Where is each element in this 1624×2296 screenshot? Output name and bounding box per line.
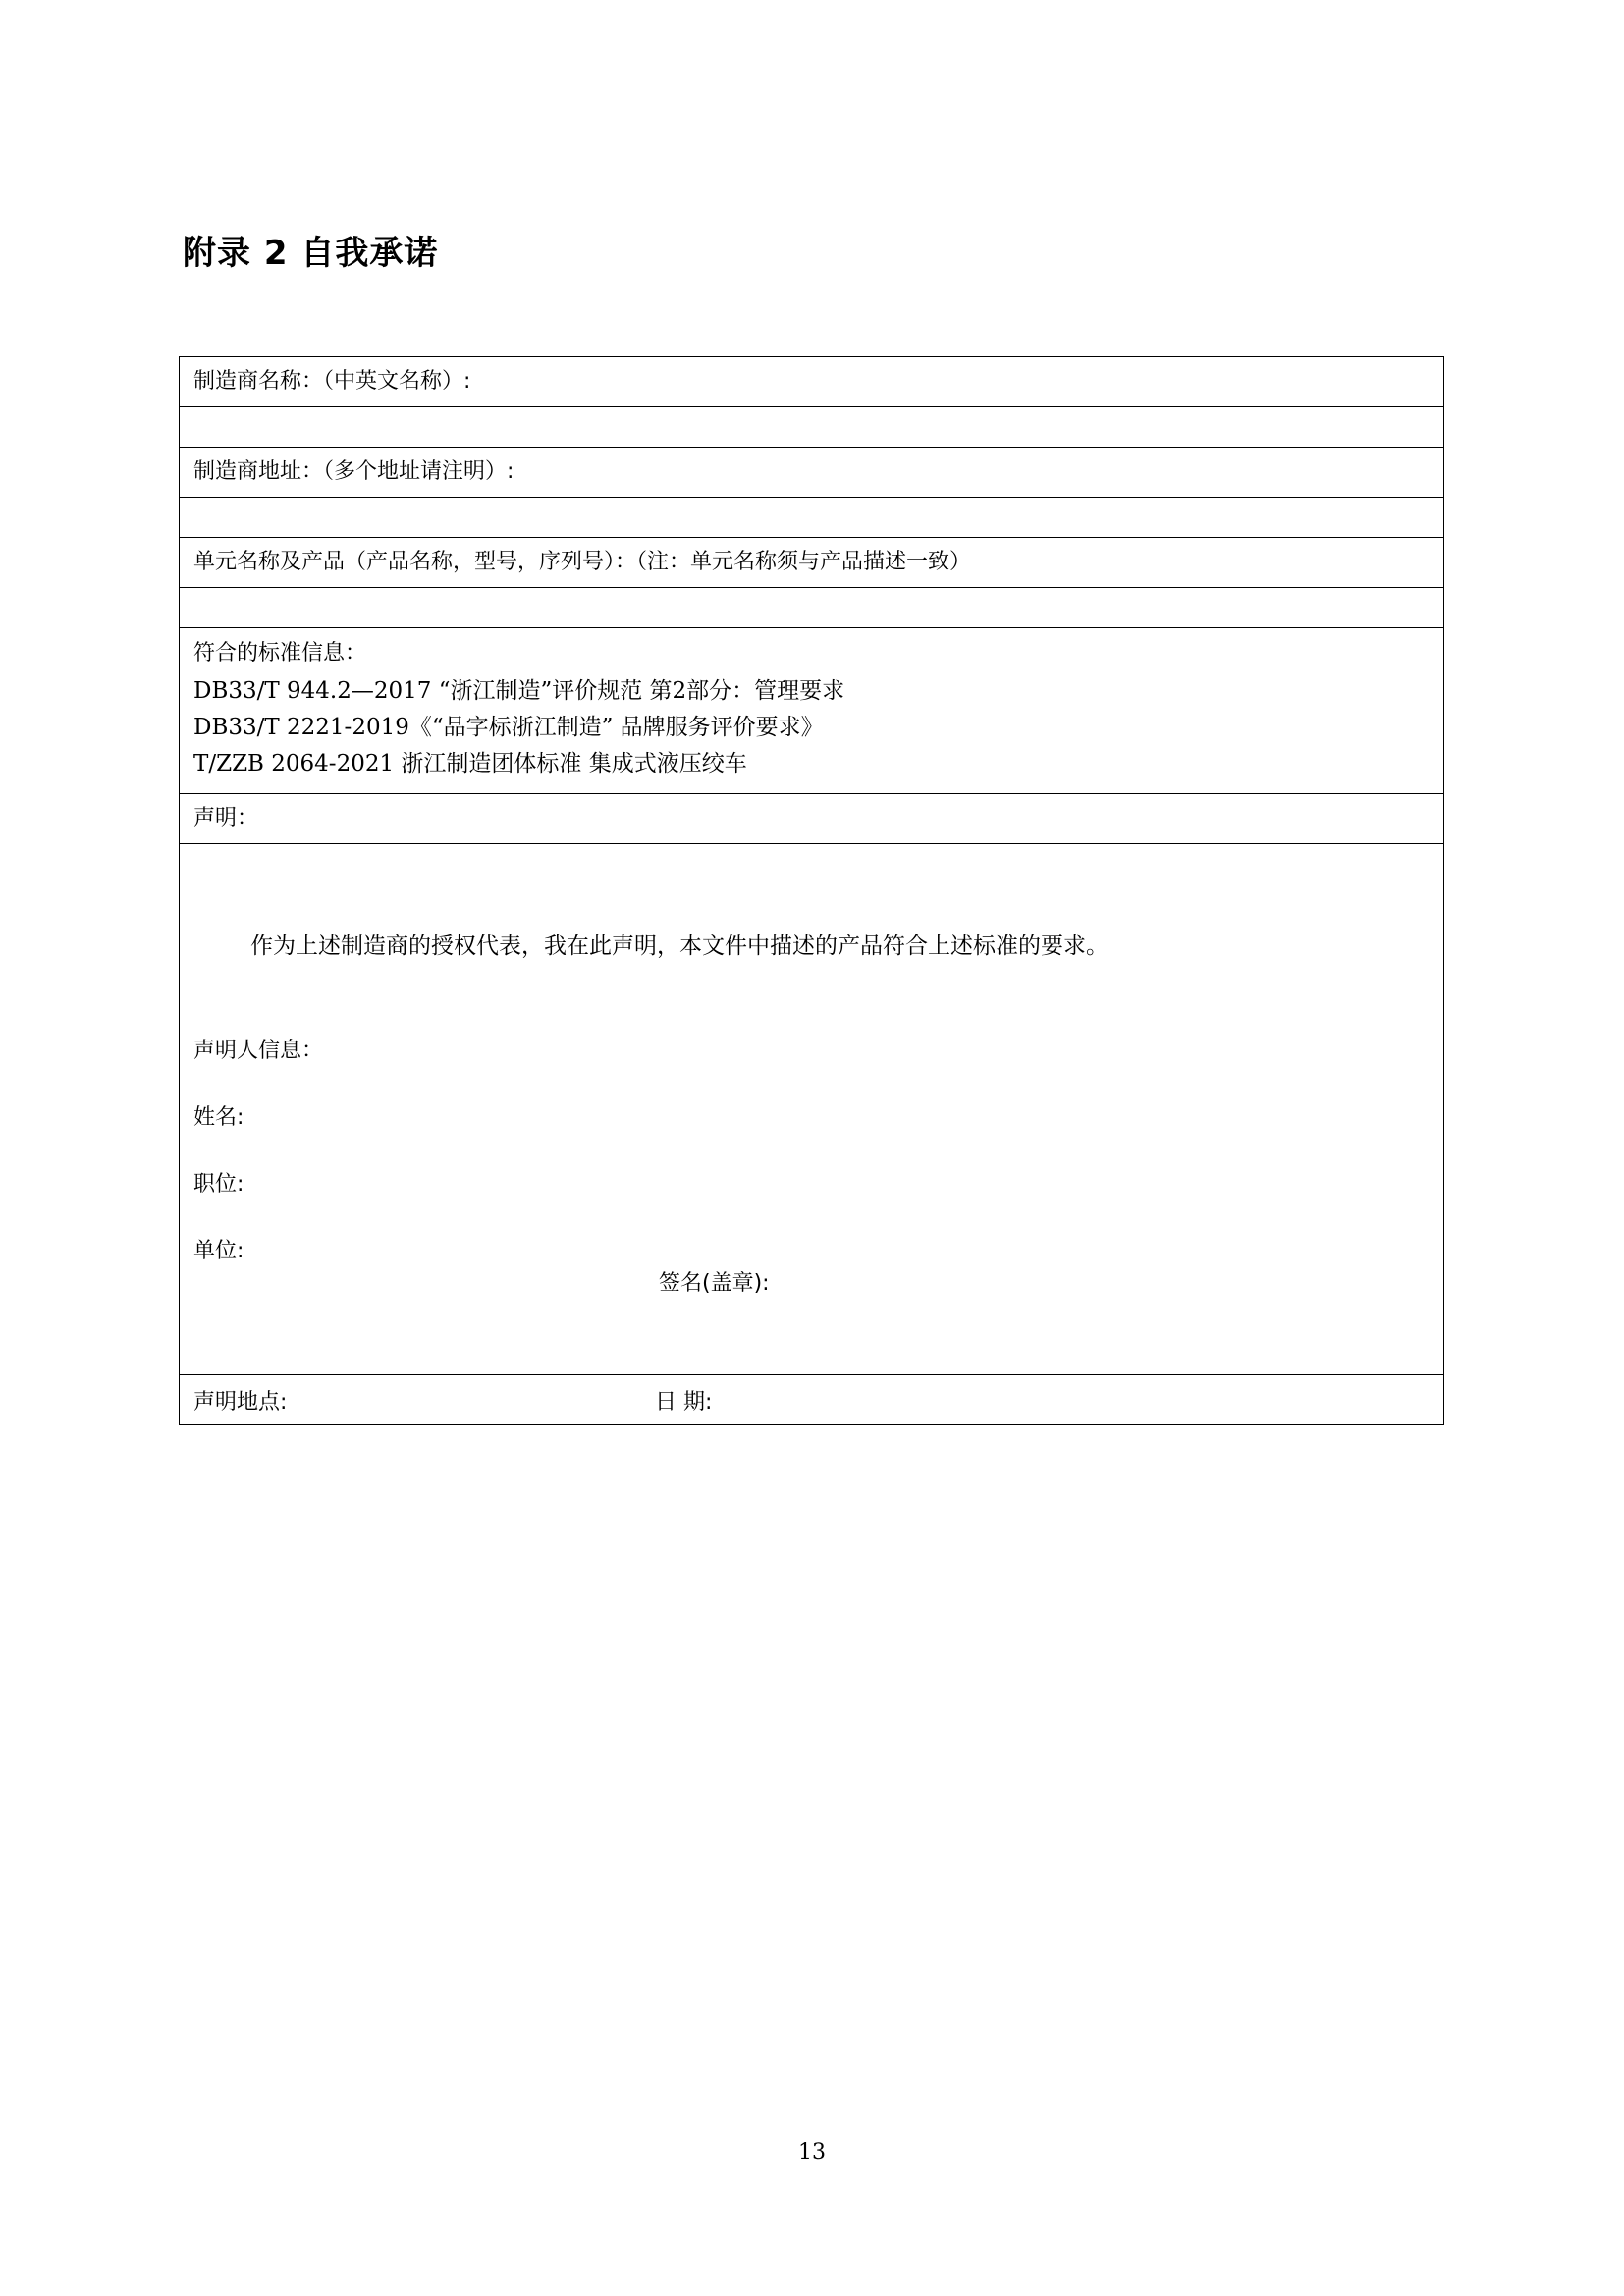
table-row	[180, 588, 1444, 628]
table-row	[180, 448, 1444, 498]
table-row	[180, 407, 1444, 448]
manufacturer-name-cell	[180, 357, 1444, 407]
standard-item: DB33/T 944.2—2017 “浙江制造”评价规范 第2部分：管理要求	[193, 677, 845, 704]
self-declaration-table	[179, 356, 1444, 1425]
declarant-info-group	[193, 1041, 323, 1308]
table-row	[180, 1375, 1444, 1425]
standard-item: DB33/T 2221-2019《“品字标浙江制造” 品牌服务评价要求》	[193, 715, 824, 741]
place-and-date-cell	[180, 1375, 1444, 1425]
position-label[interactable]: 职位:	[193, 1172, 244, 1198]
manufacturer-address-label: 制造商地址：（多个地址请注明）:	[193, 459, 514, 485]
standards-label: 符合的标准信息：	[193, 641, 367, 667]
table-row	[180, 357, 1444, 407]
standard-item: T/ZZB 2064-2021 浙江制造团体标准 集成式液压绞车	[193, 751, 747, 777]
signature-label[interactable]: 签名(盖章):	[659, 1271, 770, 1297]
manufacturer-name-input-cell[interactable]	[180, 407, 1444, 448]
unit-and-product-cell	[180, 538, 1444, 588]
manufacturer-name-label: 制造商名称：（中英文名称）:	[193, 369, 471, 394]
declaration-paragraph: 作为上述制造商的授权代表，我在此声明，本文件中描述的产品符合上述标准的要求。	[250, 934, 1109, 960]
page-title: 附录 2 自我承诺	[183, 234, 439, 273]
table-row	[180, 498, 1444, 538]
table-row	[180, 794, 1444, 844]
standards-cell	[180, 628, 1444, 794]
unit-and-product-input-cell[interactable]	[180, 588, 1444, 628]
manufacturer-address-input-cell[interactable]	[180, 498, 1444, 538]
page-number: 13	[798, 2140, 826, 2164]
declaration-body-cell	[180, 844, 1444, 1375]
place-label[interactable]: 声明地点:	[193, 1390, 288, 1415]
date-label[interactable]: 日 期:	[655, 1390, 713, 1415]
organization-label[interactable]: 单位:	[193, 1239, 244, 1264]
table-row	[180, 844, 1444, 1375]
declarant-info-label: 声明人信息：	[193, 1039, 324, 1064]
table-row	[180, 628, 1444, 794]
manufacturer-address-cell	[180, 448, 1444, 498]
declaration-label: 声明：	[193, 806, 259, 831]
name-label[interactable]: 姓名:	[193, 1105, 244, 1131]
declaration-label-cell	[180, 794, 1444, 844]
unit-and-product-label: 单元名称及产品（产品名称，型号，序列号）：（注：单元名称须与产品描述一致）	[193, 550, 972, 575]
table-row	[180, 538, 1444, 588]
